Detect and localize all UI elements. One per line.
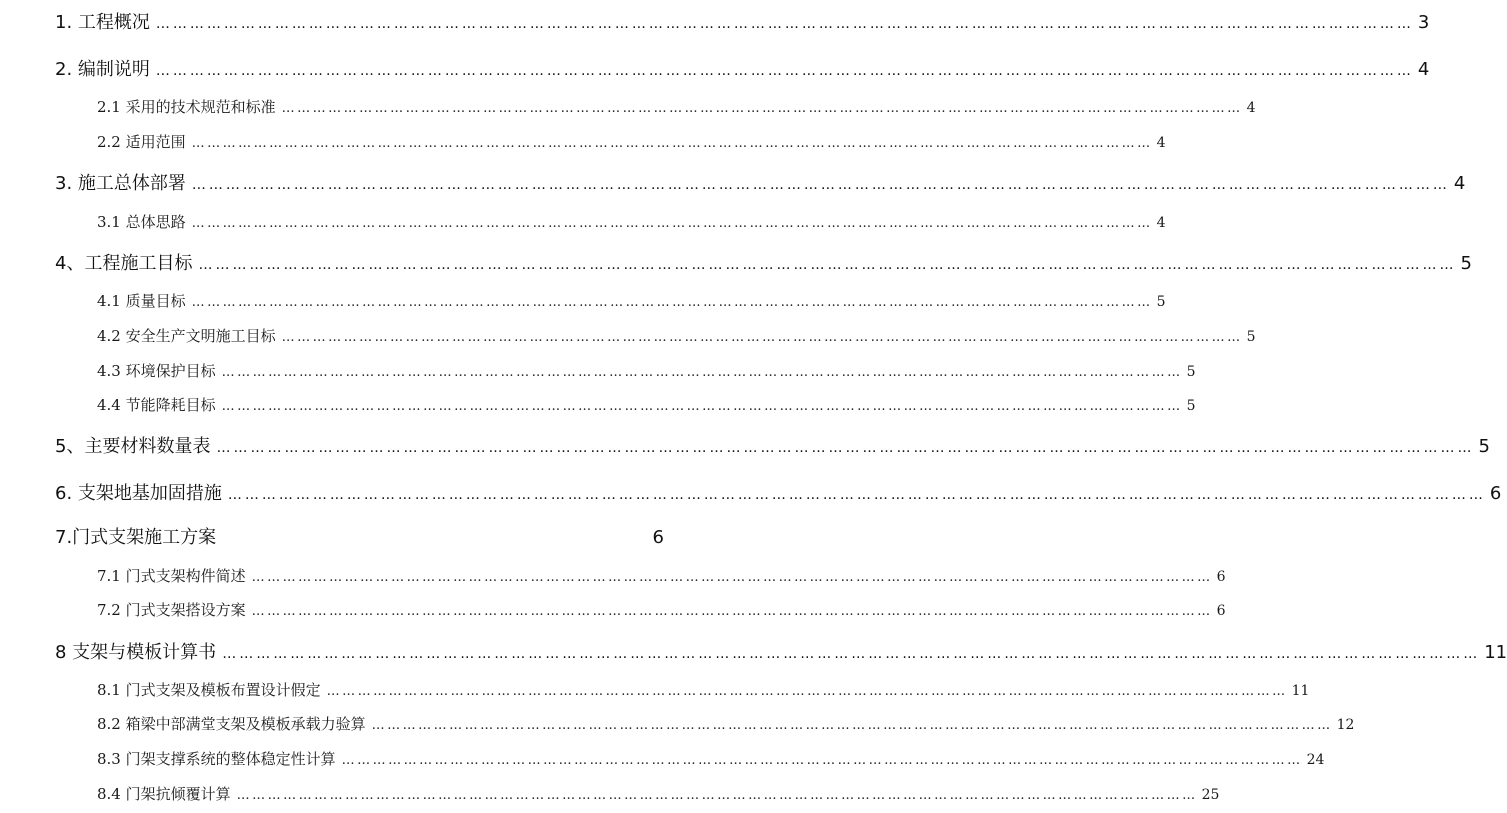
toc-entry-label: 4.3 环境保护目标: [97, 362, 216, 380]
toc-page-number: 25: [1201, 787, 1220, 803]
toc-dot-leader: ……………………………………………………………………………………………………………………………………………………………………: [281, 330, 1243, 345]
toc-entry-label: 8 支架与模板计算书: [55, 642, 217, 663]
toc-entry-6[interactable]: [55, 479, 1502, 505]
toc-dot-leader: ……………………………………………………………………………………………………………………………………………………………………: [191, 295, 1153, 310]
toc-entry-4-3[interactable]: [97, 360, 1196, 381]
toc-dot-leader: ……………………………………………………………………………………………………………………………………………………………………………………………………: [155, 16, 1414, 32]
toc-entry-label: 8.1 门式支架及模板布置设计假定: [97, 681, 321, 699]
toc-entry-label: 7.门式支架施工方案: [55, 527, 217, 548]
toc-page-number: 6: [1216, 569, 1226, 585]
toc-dot-leader: ……………………………………………………………………………………………………………………………………………………………………: [251, 570, 1213, 585]
toc-dot-leader: ……………………………………………………………………………………………………………………………………………………………………: [221, 365, 1183, 380]
toc-page-number: 4: [1156, 135, 1166, 151]
toc-entry-7[interactable]: [55, 523, 664, 549]
toc-entry-label: 7.2 门式支架搭设方案: [97, 601, 246, 619]
toc-page-number: 5: [1478, 436, 1490, 457]
toc-entry-5[interactable]: [55, 432, 1490, 458]
toc-entry-label: 7.1 门式支架构件简述: [97, 567, 246, 585]
toc-entry-label: 2.1 采用的技术规范和标准: [97, 98, 276, 116]
toc-entry-label: 3. 施工总体部署: [55, 173, 186, 194]
toc-entry-2[interactable]: [55, 55, 1430, 81]
toc-page-number: 5: [1156, 294, 1166, 310]
toc-page-number: 12: [1336, 717, 1355, 733]
toc-entry-label: 8.4 门架抗倾覆计算: [97, 785, 231, 803]
toc-entry-8-2[interactable]: [97, 713, 1355, 734]
toc-entry-4-4[interactable]: [97, 394, 1196, 415]
toc-page-number: 11: [1291, 683, 1310, 699]
toc-entry-2-1[interactable]: [97, 96, 1256, 117]
toc-dot-leader: ……………………………………………………………………………………………………………………………………………………………………: [371, 718, 1333, 733]
toc-dot-leader: ……………………………………………………………………………………………………………………………………………………………………………………………………: [191, 177, 1450, 193]
toc-page-number: 11: [1484, 642, 1507, 663]
toc-entry-label: 4.1 质量目标: [97, 292, 186, 310]
toc-dot-leader: ……………………………………………………………………………………………………………………………………………………………………………………………………: [198, 257, 1457, 273]
toc-dot-leader: ……………………………………………………………………………………………………………………………………………………………………………………………………: [227, 487, 1486, 503]
toc-page-number: 4: [1156, 215, 1166, 231]
toc-page-number: 3: [1417, 12, 1430, 33]
toc-entry-label: 4.4 节能降耗目标: [97, 396, 216, 414]
toc-entry-4[interactable]: [55, 249, 1472, 275]
toc-dot-leader: ……………………………………………………………………………………………………………………………………………………………………: [341, 753, 1303, 768]
toc-dot-leader: ……………………………………………………………………………………………………………………………………………………………………………………………………: [155, 63, 1414, 79]
toc-dot-leader: ……………………………………………………………………………………………………………………………………………………………………: [191, 136, 1153, 151]
toc-entry-label: 3.1 总体思路: [97, 213, 186, 231]
toc-entry-8-4[interactable]: [97, 783, 1220, 804]
toc-dot-leader: ……………………………………………………………………………………………………………………………………………………………………………………………………: [216, 440, 1475, 456]
toc-page-number: 4: [1246, 100, 1256, 116]
toc-page-number: 6: [652, 527, 664, 548]
toc-page-number: 24: [1306, 752, 1325, 768]
toc-entry-4-2[interactable]: [97, 325, 1256, 346]
toc-entry-4-1[interactable]: [97, 290, 1166, 311]
toc-dot-leader: ……………………………………………………………………………………………………………………………………………………………………………………………………: [222, 646, 1481, 662]
toc-entry-label: 2. 编制说明: [55, 59, 150, 80]
toc-dot-leader: ……………………………………………………………………………………………………………………………………………………………………: [236, 788, 1198, 803]
toc-page-number: 5: [1246, 329, 1256, 345]
toc-page-number: 6: [1489, 483, 1502, 504]
toc-entry-7-1[interactable]: [97, 565, 1226, 586]
toc-entry-label: 8.3 门架支撑系统的整体稳定性计算: [97, 750, 336, 768]
toc-entry-label: 8.2 箱梁中部满堂支架及模板承载力验算: [97, 715, 366, 733]
toc-entry-label: 6. 支架地基加固措施: [55, 483, 222, 504]
toc-entry-3[interactable]: [55, 169, 1466, 195]
toc-page-number: 5: [1186, 364, 1196, 380]
toc-entry-label: 4、工程施工目标: [55, 253, 193, 274]
toc-page-number: 5: [1460, 253, 1472, 274]
toc-entry-1[interactable]: [55, 8, 1430, 34]
toc-entry-8[interactable]: [55, 638, 1507, 664]
toc-entry-2-2[interactable]: [97, 131, 1166, 152]
toc-entry-8-3[interactable]: [97, 748, 1325, 769]
toc-entry-label: 1. 工程概况: [55, 12, 150, 33]
toc-entry-8-1[interactable]: [97, 679, 1310, 700]
toc-dot-leader: ……………………………………………………………………………………………………………………………………………………………………: [191, 216, 1153, 231]
toc-entry-label: 5、主要材料数量表: [55, 436, 211, 457]
toc-dot-leader: ……………………………………………………………………………………………………………………………………………………………………: [221, 399, 1183, 414]
toc-dot-leader: ……………………………………………………………………………………………………………………………………………………………………: [251, 604, 1213, 619]
toc-page-number: 4: [1453, 173, 1466, 194]
toc-entry-7-2[interactable]: [97, 599, 1226, 620]
toc-dot-leader: ……………………………………………………………………………………………………………………………………………………………………: [281, 101, 1243, 116]
toc-entry-3-1[interactable]: [97, 211, 1166, 232]
toc-page-number: 4: [1417, 59, 1430, 80]
toc-dot-leader: ……………………………………………………………………………………………………………………………………………………………………: [326, 684, 1288, 699]
toc-entry-label: 4.2 安全生产文明施工目标: [97, 327, 276, 345]
toc-entry-label: 2.2 适用范围: [97, 133, 186, 151]
toc-page-number: 5: [1186, 398, 1196, 414]
toc-page-number: 6: [1216, 603, 1226, 619]
